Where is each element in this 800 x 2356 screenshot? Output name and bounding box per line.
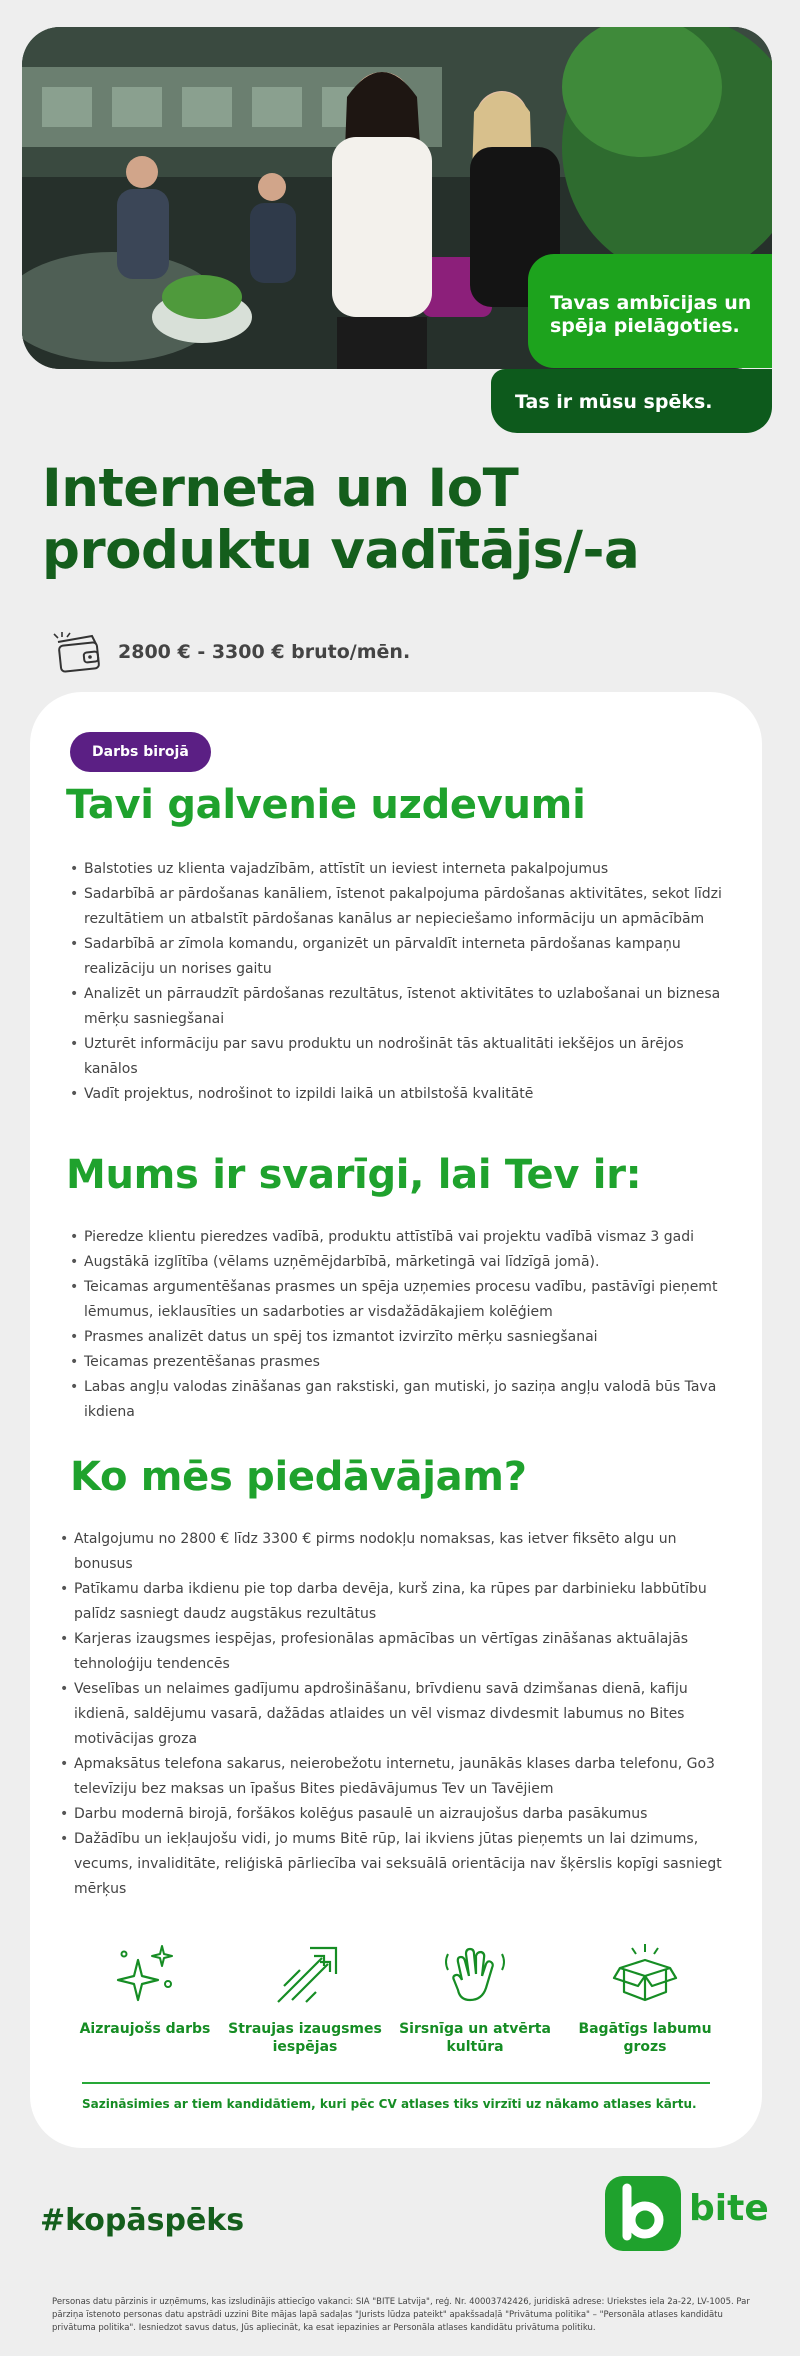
legal-notice: Personas datu pārzinis ir uzņēmums, kas izsludinājis attiecīgo vakanci: SIA "BITE Latvija", reģ. Nr. 40003742426, juridiskā adrese: Uriekstes iela 2a-22, LV-1005. Par pārziņa īstenoto personas datu apstrādi uzzini Bite mājas lapā sadaļas "Jurists lūdza pateikt" apakšsadaļā "Privātuma politika" – "Personāla atlases kandidātu privātuma politika". Iesniedzot savus datus, Jūs apliecināt, ka esat iepazinies ar Personāla atlases kandidātu privātuma politiku. <box>52 2297 750 2333</box>
wallet-icon <box>52 630 104 674</box>
gift-box-icon <box>610 1940 680 2010</box>
perk-benefits <box>560 1940 730 2056</box>
list-item: • Pieredze klientu pieredzes vadībā, produktu attīstībā vai projektu vadībā vismaz 3 gadi <box>70 1225 724 1250</box>
divider <box>82 2082 710 2084</box>
offer-list <box>60 1527 724 1902</box>
tagline-text: Tavas ambīcijas un spēja pielāgoties. <box>550 292 752 337</box>
work-type-badge: Darbs birojā <box>70 732 211 772</box>
bite-logo <box>605 2176 769 2251</box>
growth-arrows-icon <box>270 1940 340 2010</box>
list-item: • Balstoties uz klienta vajadzībām, attīstīt un ieviest interneta pakalpojumus <box>70 857 724 882</box>
bite-logo-icon <box>605 2176 681 2251</box>
perk-exciting-work <box>60 1940 230 2038</box>
perk-growth <box>220 1940 390 2056</box>
offer-heading: Ko mēs piedāvājam? <box>70 1454 527 1500</box>
list-item: • Teicamas argumentēšanas prasmes un spēja uzņemies procesu vadību, pastāvīgi pieņemt lēmumus, ieklausīties un sadarboties ar visdažādākajiem kolēģiem <box>70 1275 724 1325</box>
perk-label: Sirsnīga un atvērta kultūra <box>399 2021 551 2055</box>
list-item: • Uzturēt informāciju par savu produktu un nodrošināt tās aktualitāti iekšējos un ārējos kanālos <box>70 1032 724 1082</box>
list-item: • Patīkamu darba ikdienu pie top darba devēja, kurš zina, ka rūpes par darbinieku labbūtību palīdz sasniegt daudz augstākus rezultātus <box>60 1577 724 1627</box>
hashtag: #kopāspēks <box>40 2203 245 2238</box>
tasks-list <box>70 857 724 1107</box>
job-title: Interneta un IoT produktu vadītājs/-a <box>42 458 640 581</box>
requirements-heading: Mums ir svarīgi, lai Tev ir: <box>66 1152 642 1198</box>
salary-text: 2800 € - 3300 € bruto/mēn. <box>118 641 411 663</box>
salary-row <box>52 627 410 677</box>
strength-box <box>491 369 772 433</box>
waving-hand-icon <box>440 1940 510 2010</box>
list-item: • Sadarbībā ar zīmola komandu, organizēt un pārvaldīt interneta pārdošanas kampaņu realizāciju un norises gaitu <box>70 932 724 982</box>
list-item: • Atalgojumu no 2800 € līdz 3300 € pirms nodokļu nomaksas, kas ietver fiksēto algu un bonusus <box>60 1527 724 1577</box>
bite-logo-text: bite <box>689 2188 769 2229</box>
list-item: • Labas angļu valodas zināšanas gan rakstiski, gan mutiski, jo saziņa angļu valodā būs Tava ikdiena <box>70 1375 724 1425</box>
list-item: • Sadarbībā ar pārdošanas kanāliem, īstenot pakalpojuma pārdošanas aktivitātes, sekot līdzi rezultātiem un atbalstīt pārdošanas kanālus ar nepieciešamo informāciju un apmācībām <box>70 882 724 932</box>
tagline-box <box>528 254 772 368</box>
list-item: • Karjeras izaugsmes iespējas, profesionālas apmācības un vērtīgas zināšanas aktuālajās tehnoloģiju tendencēs <box>60 1627 724 1677</box>
list-item: • Analizēt un pārraudzīt pārdošanas rezultātus, īstenot aktivitātes to uzlabošanai un biznesa mērķu sasniegšanai <box>70 982 724 1032</box>
list-item: • Darbu modernā birojā, foršākos kolēģus pasaulē un aizraujošus darba pasākumus <box>60 1802 724 1827</box>
list-item: • Veselības un nelaimes gadījumu apdrošināšanu, brīvdienu savā dzimšanas dienā, kafiju ikdienā, saldējumu vasarā, dažādas atlaides un vēl vismaz divdesmit labumus no Bites motivācijas groza <box>60 1677 724 1752</box>
perk-culture <box>390 1940 560 2056</box>
perks-row <box>60 1940 732 2090</box>
selection-note: Sazināsimies ar tiem kandidātiem, kuri pēc CV atlases tiks virzīti uz nākamo atlases kārtu. <box>82 2097 697 2111</box>
requirements-list <box>70 1225 724 1425</box>
perk-label: Aizraujošs darbs <box>79 2021 211 2037</box>
list-item: • Vadīt projektus, nodrošinot to izpildi laikā un atbilstošā kvalitātē <box>70 1082 724 1107</box>
list-item: • Teicamas prezentēšanas prasmes <box>70 1350 724 1375</box>
list-item: • Prasmes analizēt datus un spēj tos izmantot izvirzīto mērķu sasniegšanai <box>70 1325 724 1350</box>
job-card <box>30 692 762 2148</box>
perk-label: Straujas izaugsmes iespējas <box>228 2021 382 2055</box>
list-item: • Dažādību un iekļaujošu vidi, jo mums Bitē rūp, lai ikviens jūtas pieņemts un lai dzimums, vecums, invaliditāte, reliģiskā pārliecība vai seksuālā orientācija nav šķērslis kopīgi sasniegt mērķus <box>60 1827 724 1902</box>
tasks-heading: Tavi galvenie uzdevumi <box>66 782 586 828</box>
strength-text: Tas ir mūsu spēks. <box>515 391 713 413</box>
sparkles-icon <box>110 1940 180 2010</box>
list-item: • Apmaksātus telefona sakarus, neierobežotu internetu, jaunākās klases darba telefonu, Go3 televīziju bez maksas un īpašus Bites piedāvājumus Tev un Tavējiem <box>60 1752 724 1802</box>
perk-label: Bagātīgs labumu grozs <box>578 2021 712 2055</box>
list-item: • Augstākā izglītība (vēlams uzņēmējdarbībā, mārketingā vai līdzīgā jomā). <box>70 1250 724 1275</box>
